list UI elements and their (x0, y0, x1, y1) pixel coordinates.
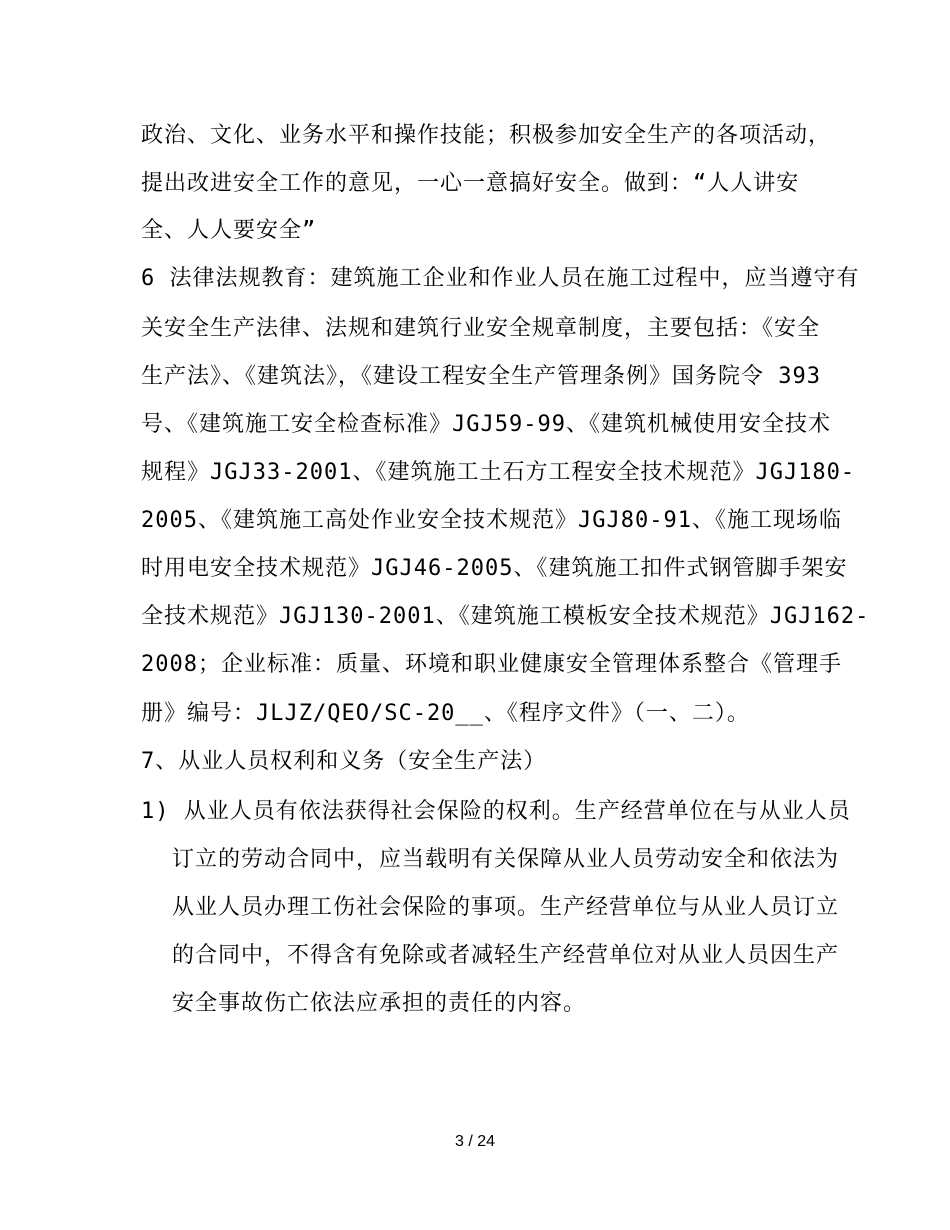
text-line: 政治、文化、业务水平和操作技能；积极参加安全生产的各项活动， (141, 123, 832, 148)
text-line: 订立的劳动合同中，应当载明有关保障从业人员劳动安全和依法为 (172, 847, 840, 872)
text-line: 全、人人要安全” (141, 218, 317, 243)
text-line: 规程》JGJ33-2001、《建筑施工土石方工程安全技术规范》JGJ180- (141, 460, 856, 485)
text-line: 号、《建筑施工安全检查标准》JGJ59-99、《建筑机械使用安全技术 (141, 412, 831, 437)
text-line: 全技术规范》JGJ130-2001、《建筑施工模板安全技术规范》JGJ162- (141, 604, 870, 629)
text-line: 2008；企业标准：质量、环境和职业健康安全管理体系整合《管理手 (141, 652, 842, 677)
page-number: 3 / 24 (454, 1133, 496, 1150)
text-line: 的合同中，不得含有免除或者减轻生产经营单位对从业人员因生产 (172, 943, 840, 968)
text-line: 时用电安全技术规范》JGJ46-2005、《建筑施工扣件式钢管脚手架安 (141, 556, 848, 581)
text-line: 生产法》、《建筑法》，《建设工程安全生产管理条例》国务院令 393 (141, 364, 821, 389)
text-line: 从业人员办理工伤社会保险的事项。生产经营单位与从业人员订立 (172, 895, 840, 920)
section-heading: 7、从业人员权利和义务（安全生产法） (141, 749, 547, 774)
text-line: 册》编号：JLJZ/QEO/SC-20__、《程序文件》（一、二）。 (141, 701, 750, 726)
text-line: 6 法律法规教育：建筑施工企业和作业人员在施工过程中，应当遵守有 (141, 266, 860, 291)
text-line: 安全事故伤亡依法应承担的责任的内容。 (172, 991, 587, 1016)
list-item: 1) 从业人员有依法获得社会保险的权利。生产经营单位在与从业人员 (141, 799, 851, 824)
text-line: 关安全生产法律、法规和建筑行业安全规章制度，主要包括：《安全 (141, 316, 821, 341)
text-line: 2005、《建筑施工高处作业安全技术规范》JGJ80-91、《施工现场临 (141, 508, 842, 533)
text-line: 提出改进安全工作的意见，一心一意搞好安全。做到：“人人讲安 (141, 171, 800, 196)
